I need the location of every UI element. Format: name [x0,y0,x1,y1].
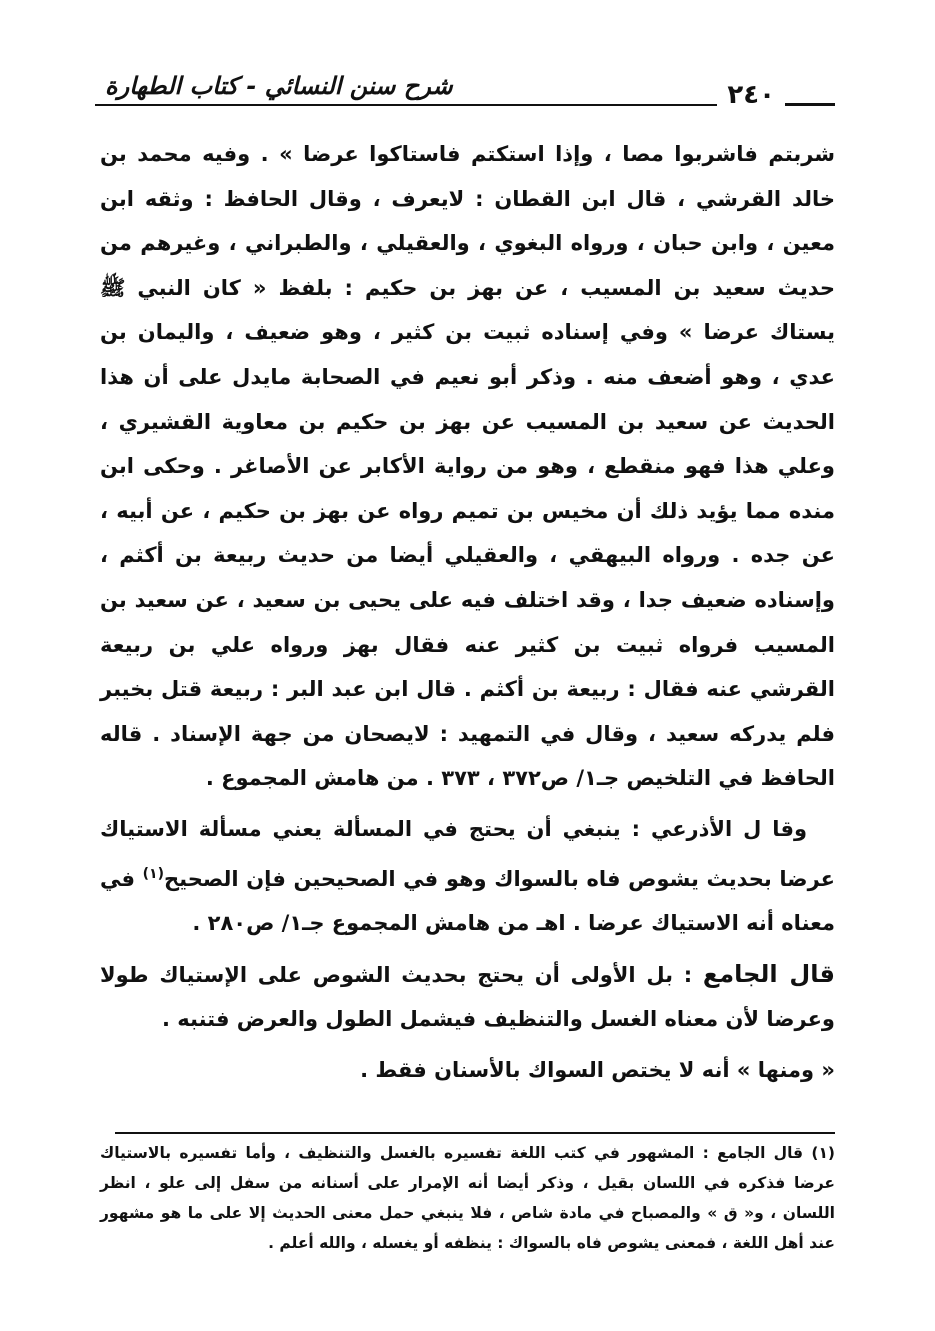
paragraph-2-text-a: وقا ل الأذرعي : ينبغي أن يحتج في المسألة يعني مسألة الاستياك عرضا بحديث يشوص فاه بالسواك وهو في الصحيحين فإن الصحيح [100,816,835,891]
paragraph-4-text: أنه لا يختص السواك بالأسنان فقط . [360,1057,737,1082]
running-title: شرح سنن النسائي - كتاب الطهارة [105,72,453,100]
paragraph-3 [100,952,835,1042]
footnote-rule [115,1132,835,1134]
paragraph-1: شربتم فاشربوا مصا ، وإذا استكتم فاستاكوا عرضا » . وفيه محمد بن خالد القرشي ، قال ابن القطان : لايعرف ، وقال الحافظ : وثقه ابن معين ، وابن حبان ، ورواه البغوي ، والعقيلي ، والطبراني ، وغيرهم من حديث سعيد بن المسيب ، عن بهز بن حكيم : بلفظ « كان النبي ﷺ يستاك عرضا » وفي إسناده ثبيت بن كثير ، وهو ضعيف ، واليمان بن عدي ، وهو أضعف منه . وذكر أبو نعيم في الصحابة مايدل على أن هذا الحديث عن سعيد بن المسيب عن بهز بن حكيم بن معاوية القشيري ، وعلي هذا فهو منقطع ، وهو من رواية الأكابر عن الأصاغر . وحكى ابن منده مما يؤيد ذلك أن مخيس بن تميم رواه عن بهز بن حكيم ، عن أبيه ، عن جده . ورواه البيهقي ، والعقيلي أيضا من حديث ربيعة بن أكثم ، وإسناده ضعيف جدا ، وقد اختلف فيه على يحيى بن سعيد ، عن سعيد بن المسيب فرواه ثبيت بن كثير عنه فقال بهز ورواه علي بن ربيعة القرشي عنه فقال : ربيعة بن أكثم . قال ابن عبد البر : ربيعة قتل بخيبر فلم يدركه سعيد ، وقال في التمهيد : لايصحان من جهة الإسناد . قاله الحافظ في التلخيص جـ١/ ص٣٧٢ ، ٣٧٣ . من هامش المجموع . [100,142,835,791]
paragraph-4-lead: « ومنها » [736,1057,835,1082]
paragraph-2 [100,807,835,946]
page-number: ٢٤٠ [717,80,785,110]
footnote-1: (١) قال الجامع : المشهور في كتب اللغة تفسيره بالغسل والتنظيف ، وأما تفسيره بالاستياك عرضا فذكره في اللسان بقيل ، وذكر أيضا أنه الإمرار على أسنانه من سفل إلى علو ، انظر اللسان ، و« ق » والمصباح في مادة شاص ، فلا ينبغي حمل معنى الحديث إلا على ما هو مشهور عند أهل اللغة ، فمعنى يشوص فاه بالسواك : ينظفه أو يغسله ، والله أعلم . [100,1144,835,1252]
main-text [100,132,835,1092]
paragraph-3-lead: قال الجامع [702,959,835,988]
footnote-reference: (١) [142,865,164,882]
paragraph-2-text-b: في معناه أنه الاستياك عرضا . اهـ من هامش المجموع جـ١/ ص٢٨٠ . [100,866,835,936]
paragraph-3-text: : بل الأولى أن يحتج بحديث الشوص على الإستياك طولا وعرضا لأن معناه الغسل والتنظيف فيشمل الطول والعرض فتنبه . [100,962,835,1032]
footnotes [100,1138,835,1258]
paragraph-4 [100,1048,835,1093]
